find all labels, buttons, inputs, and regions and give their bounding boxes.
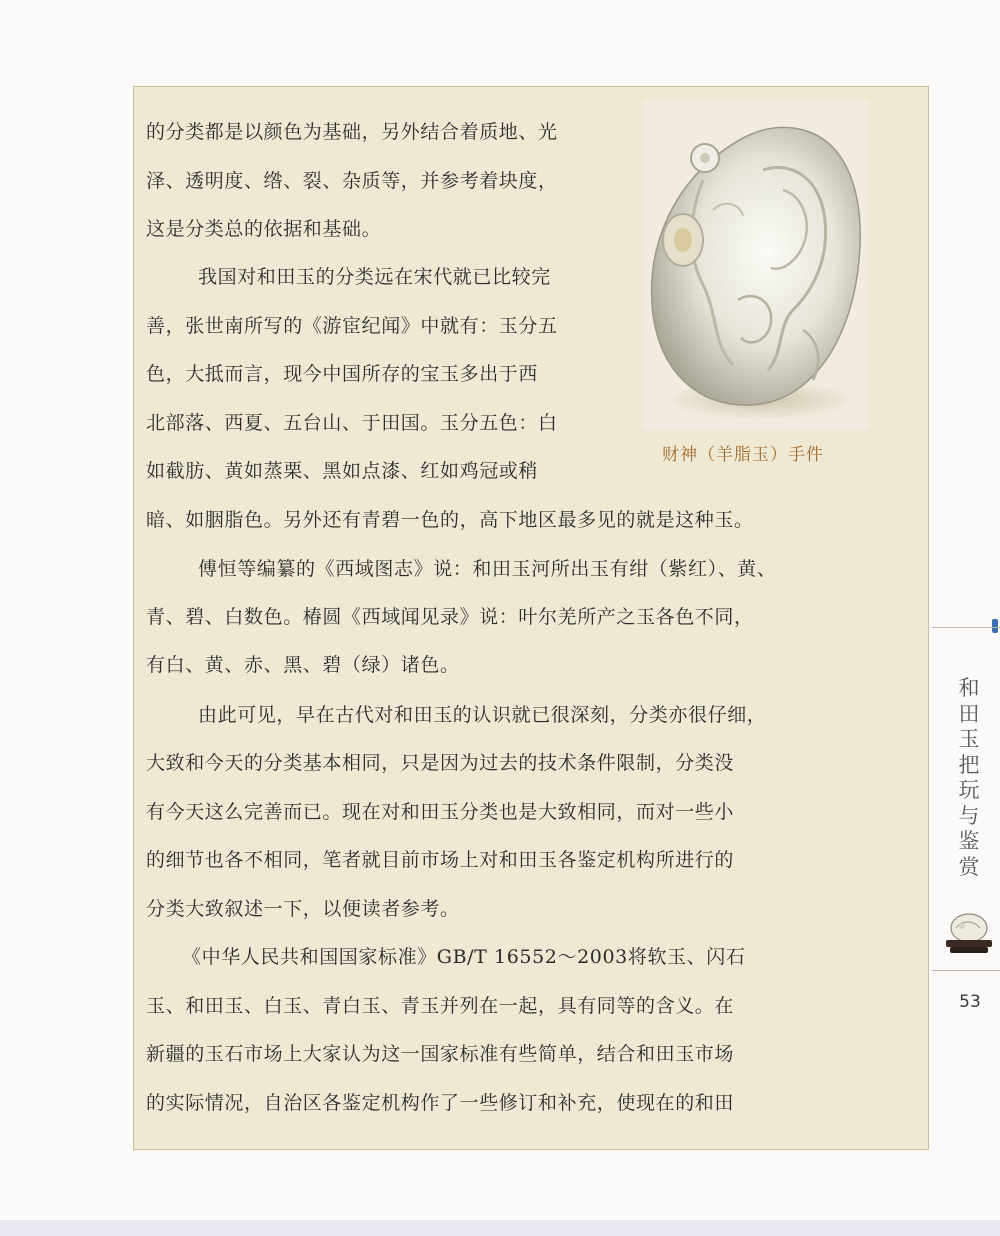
body-line: 泽、透明度、绺、裂、杂质等，并参考着块度，	[146, 170, 558, 192]
side-title-char: 玉	[958, 727, 980, 751]
page-number: 53	[959, 992, 981, 1012]
side-title-char: 把	[958, 752, 980, 777]
body-line: 由此可见，早在古代对和田玉的认识就已很深刻，分类亦很仔细，	[198, 704, 767, 726]
side-title-char: 与	[958, 803, 980, 828]
side-divider	[932, 970, 1000, 971]
body-line: 有白、黄、赤、黑、碧（绿）诸色。	[146, 654, 460, 676]
body-line: 新疆的玉石市场上大家认为这一国家标准有些简单，结合和田玉市场	[146, 1043, 735, 1065]
side-title-char: 玩	[958, 778, 980, 802]
body-line: 分类大致叙述一下，以便读者参考。	[146, 898, 460, 920]
photo-caption: 财神（羊脂玉）手件	[662, 445, 824, 465]
body-line: 色，大抵而言，现今中国所存的宝玉多出于西	[146, 363, 539, 385]
body-line: 善，张世南所写的《游宦纪闻》中就有：玉分五	[146, 315, 558, 337]
side-divider	[932, 627, 1000, 628]
side-title-char: 赏	[958, 854, 980, 879]
body-line: 《中华人民共和国国家标准》GB/T 16552～2003将软玉、闪石	[182, 946, 746, 968]
body-line: 傅恒等编纂的《西域图志》说：和田玉河所出玉有绀（紫红）、黄、	[198, 558, 777, 580]
body-line: 暗、如胭脂色。另外还有青碧一色的，高下地区最多见的就是这种玉。	[146, 509, 754, 531]
body-line: 的分类都是以颜色为基础，另外结合着质地、光	[146, 121, 558, 143]
jade-carving-photo	[643, 100, 869, 430]
body-line: 青、碧、白数色。椿圆《西域闻见录》说：叶尔羌所产之玉各色不同，	[146, 606, 754, 628]
body-line: 的细节也各不相同，笔者就目前市场上对和田玉各鉴定机构所进行的	[146, 849, 735, 871]
edge-marker	[992, 619, 998, 633]
jade-ornament-icon	[940, 906, 998, 958]
body-line: 的实际情况，自治区各鉴定机构作了一些修订和补充，使现在的和田	[146, 1092, 735, 1114]
body-line: 这是分类总的依据和基础。	[146, 218, 382, 240]
body-line: 我国对和田玉的分类远在宋代就已比较完	[198, 266, 551, 288]
side-title-char: 田	[958, 701, 980, 726]
body-line: 北部落、西夏、五台山、于田国。玉分五色：白	[146, 412, 558, 434]
side-book-title	[955, 676, 983, 880]
scan-edge	[0, 1220, 1000, 1236]
body-line: 大致和今天的分类基本相同，只是因为过去的技术条件限制，分类没	[146, 752, 735, 774]
body-line: 玉、和田玉、白玉、青白玉、青玉并列在一起，具有同等的含义。在	[146, 995, 735, 1017]
body-line: 有今天这么完善而已。现在对和田玉分类也是大致相同，而对一些小	[146, 801, 735, 823]
body-line: 如截肪、黄如蒸栗、黑如点漆、红如鸡冠或稍	[146, 460, 539, 482]
side-title-char: 和	[958, 676, 980, 700]
side-title-char: 鉴	[958, 829, 980, 853]
